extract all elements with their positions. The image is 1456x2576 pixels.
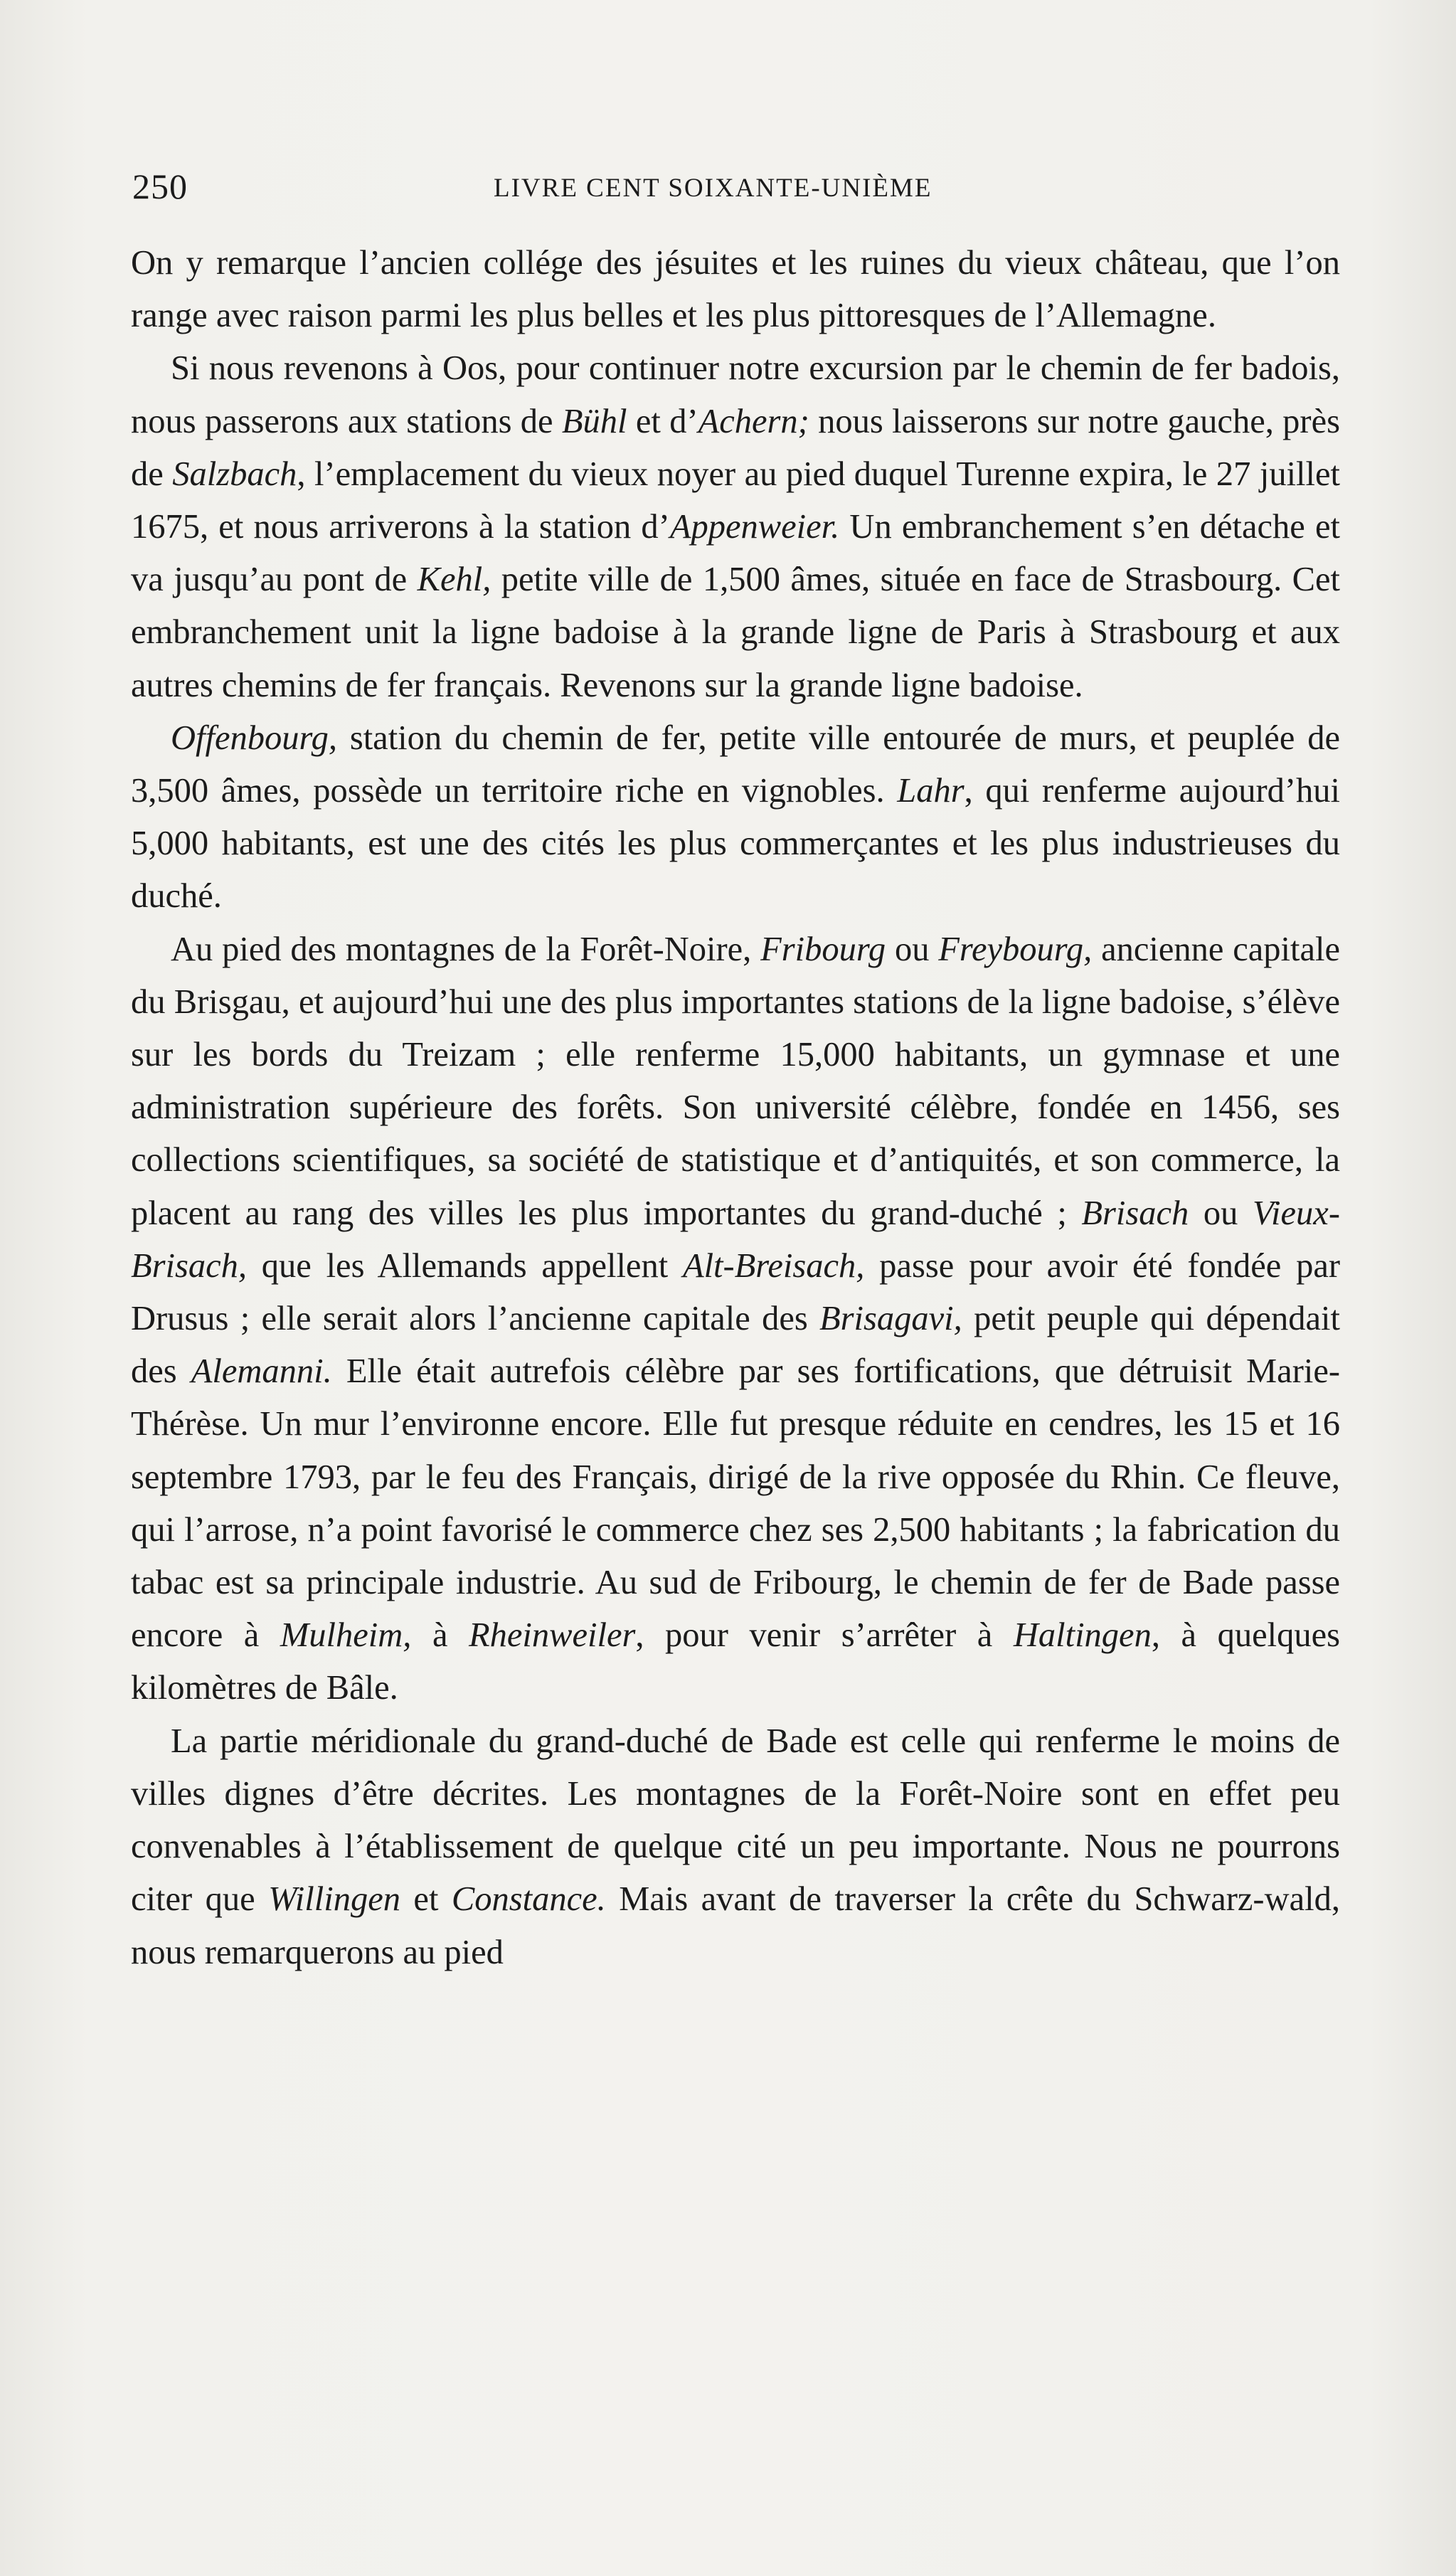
italic-place-name: Fribourg <box>760 930 886 968</box>
paragraph <box>131 342 1340 711</box>
text-run: petit peuple qui dépendait des <box>131 1300 1340 1391</box>
text-run: et d’ <box>627 402 698 440</box>
text-run: , l’emplacement du vieux noyer au pied duquel Turenne expira, le 27 juillet 1675, et nous arriverons à la station d’ <box>131 455 1340 546</box>
italic-place-name: Offenbourg, <box>171 719 337 757</box>
body-text <box>131 237 1340 1979</box>
italic-place-name: Lahr <box>897 772 965 810</box>
page-header <box>132 165 1349 215</box>
text-run: , pour venir s’arrêter à <box>635 1616 1014 1655</box>
italic-place-name: Brisagavi, <box>819 1300 962 1338</box>
italic-place-name: Constance. <box>451 1880 606 1919</box>
italic-place-name: Alemanni. <box>191 1352 332 1391</box>
paragraph <box>131 237 1340 342</box>
text-run: Si nous revenons à Oos, pour continuer notre excursion par le chemin de fer badois, nous passerons aux stations de <box>131 349 1340 440</box>
italic-place-name: Bühl <box>561 402 627 440</box>
text-run: station du chemin de fer, petite ville entourée de murs, et peuplée de 3,500 âmes, possède un territoire riche en vignobles. <box>131 719 1340 810</box>
text-run: , à quelques kilomètres de Bâle. <box>131 1616 1340 1707</box>
italic-place-name: Appenweier. <box>669 508 840 546</box>
text-run: nous laisserons sur notre gauche, près de <box>131 402 1340 493</box>
text-run: La partie méridionale du grand-duché de Bade est celle qui renferme le moins de villes dignes d’être décrites. Les montagnes de la Forêt-Noire sont en effet peu convenables à l’établissement de quelque cité un peu importante. Nous ne pourrons citer que <box>131 1722 1340 1919</box>
paragraph <box>131 923 1340 1715</box>
italic-place-name: Rheinweiler <box>469 1616 636 1655</box>
text-run: à <box>411 1616 469 1655</box>
text-run: ou <box>1189 1194 1253 1232</box>
text-run: , qui renferme aujourd’hui 5,000 habitants, est une des cités les plus commerçantes et les plus industrieuses du duché. <box>131 772 1340 916</box>
page-number: 250 <box>132 166 188 206</box>
text-run: Un embranchement s’en détache et va jusqu’au pont de <box>131 508 1340 599</box>
italic-place-name: Freybourg, <box>938 930 1093 968</box>
text-run: petite ville de 1,500 âmes, située en face de Strasbourg. Cet embranchement unit la ligne badoise à la grande ligne de Paris à Strasbourg et aux autres chemins de fer français. Revenons sur la grande ligne badoise. <box>131 561 1340 704</box>
italic-place-name: Achern; <box>698 402 809 440</box>
italic-place-name: Brisach <box>1081 1194 1189 1232</box>
italic-place-name: Salzbach <box>172 455 297 493</box>
italic-place-name: Mulheim, <box>280 1616 412 1655</box>
paragraph <box>131 1715 1340 1979</box>
text-run: Elle était autrefois célèbre par ses fortifications, que détruisit Marie-Thérèse. Un mur l’environne encore. Elle fut presque réduite en cendres, les 15 et 16 septembre 1793, par le feu des Français, dirigé de la rive opposée du Rhin. Ce fleuve, qui l’arrose, n’a point favorisé le commerce chez ses 2,500 habitants ; la fabrication du tabac est sa principale industrie. Au sud de Fribourg, le chemin de fer de Bade passe encore à <box>131 1352 1340 1655</box>
text-run: et <box>400 1880 452 1919</box>
text-run: ancienne capitale du Brisgau, et aujourd’hui une des plus importantes stations de la ligne badoise, s’élève sur les bords du Treizam ; elle renferme 15,000 habitants, un gymnase et une administration supérieure des forêts. Son université célèbre, fondée en 1456, ses collections scientifiques, sa société de statistique et d’antiquités, et son commerce, la placent au rang des villes les plus importantes du grand-duché ; <box>131 930 1340 1232</box>
text-run: que les Allemands appellent <box>247 1246 683 1285</box>
text-run: ou <box>886 930 939 968</box>
italic-place-name: Haltingen <box>1013 1616 1152 1655</box>
italic-place-name: Kehl, <box>417 561 491 599</box>
paragraph <box>131 712 1340 923</box>
text-run: Mais avant de traverser la crête du Schwarz-wald, nous remarquerons au pied <box>131 1880 1340 1971</box>
text-run: passe pour avoir été fondée par Drusus ; elle serait alors l’ancienne capitale des <box>131 1246 1340 1338</box>
running-title: LIVRE CENT SOIXANTE-UNIÈME <box>494 174 932 203</box>
text-run: Au pied des montagnes de la Forêt-Noire, <box>171 930 761 968</box>
text-run: On y remarque l’ancien collége des jésuites et les ruines du vieux château, que l’on range avec raison parmi les plus belles et les plus pittoresques de l’Allemagne. <box>131 244 1340 335</box>
italic-place-name: Vieux-Brisach, <box>131 1194 1340 1285</box>
italic-place-name: Willingen <box>268 1880 400 1919</box>
italic-place-name: Alt-Breisach, <box>682 1246 865 1285</box>
